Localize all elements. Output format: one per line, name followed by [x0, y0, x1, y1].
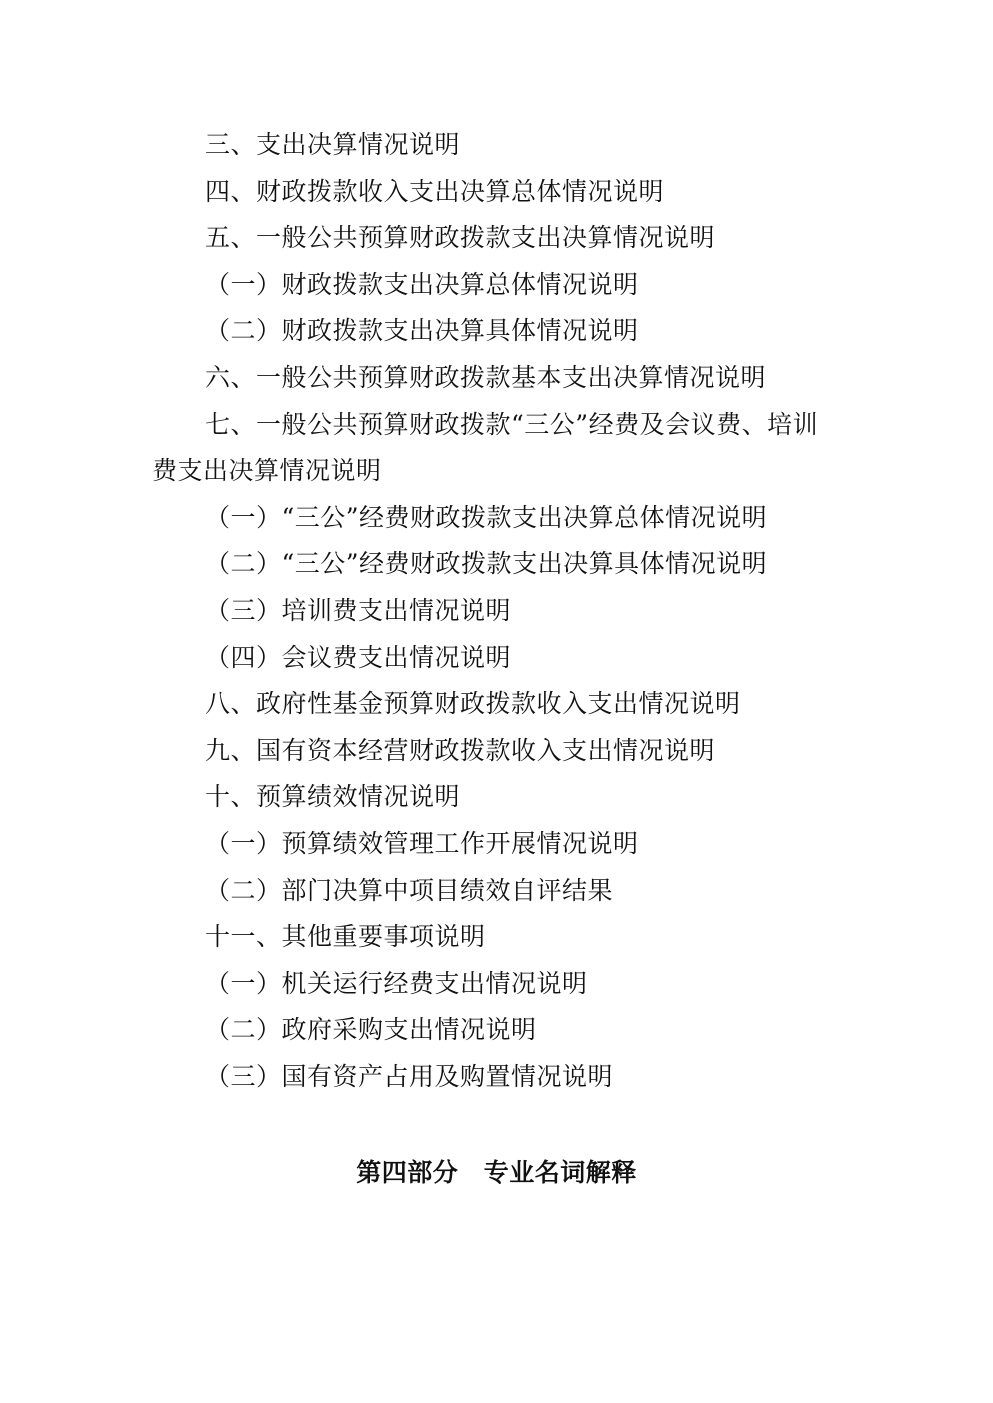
toc-item-11: 十一、其他重要事项说明 — [205, 922, 486, 952]
toc-subitem-7-3: （三）培训费支出情况说明 — [205, 595, 512, 625]
toc-subitem-11-3: （三）国有资产占用及购置情况说明 — [205, 1061, 614, 1091]
table-of-contents — [0, 122, 993, 1100]
toc-subitem-7-4: （四）会议费支出情况说明 — [205, 642, 512, 672]
toc-subitem-11-1: （一）机关运行经费支出情况说明 — [205, 968, 588, 998]
toc-item-7-continued: 费支出决算情况说明 — [152, 456, 382, 486]
toc-subitem-10-2: （二）部门决算中项目绩效自评结果 — [205, 875, 614, 905]
toc-item-5: 五、一般公共预算财政拨款支出决算情况说明 — [205, 223, 716, 253]
toc-item-9: 九、国有资本经营财政拨款收入支出情况说明 — [205, 735, 716, 765]
toc-item-3: 三、支出决算情况说明 — [205, 130, 461, 159]
toc-subitem-7-2: （二）“三公”经费财政拨款支出决算具体情况说明 — [205, 549, 768, 579]
toc-subitem-5-2: （二）财政拨款支出决算具体情况说明 — [205, 316, 639, 346]
section-heading: 第四部分 专业名词解释 — [356, 1158, 637, 1187]
toc-subitem-10-1: （一）预算绩效管理工作开展情况说明 — [205, 828, 639, 858]
toc-item-10: 十、预算绩效情况说明 — [205, 782, 461, 812]
toc-subitem-11-2: （二）政府采购支出情况说明 — [205, 1015, 537, 1045]
toc-subitem-7-1: （一）“三公”经费财政拨款支出决算总体情况说明 — [205, 502, 768, 532]
toc-item-6: 六、一般公共预算财政拨款基本支出决算情况说明 — [205, 362, 767, 392]
toc-item-7: 七、一般公共预算财政拨款“三公”经费及会议费、培训 — [205, 409, 819, 439]
toc-item-4: 四、财政拨款收入支出决算总体情况说明 — [205, 176, 665, 206]
toc-subitem-5-1: （一）财政拨款支出决算总体情况说明 — [205, 269, 639, 299]
toc-item-8: 八、政府性基金预算财政拨款收入支出情况说明 — [205, 689, 741, 719]
